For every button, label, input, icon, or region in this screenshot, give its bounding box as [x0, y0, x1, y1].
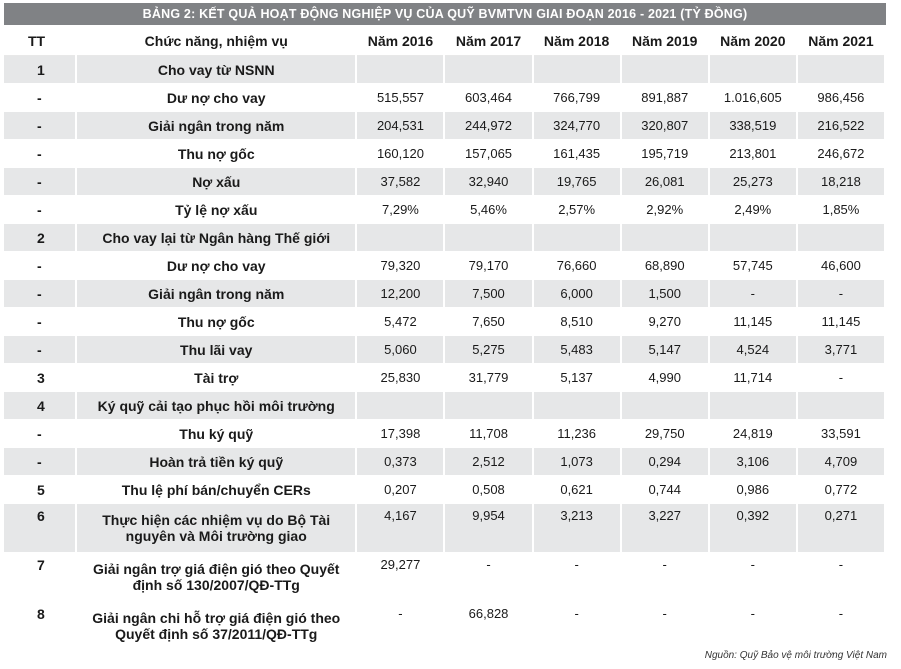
row-function: Giải ngân chi hỗ trợ giá điện gió theo Quyết định số 37/2011/QĐ-TTg [76, 602, 356, 651]
value-cell-2016: 4,167 [356, 504, 444, 553]
value-cell-2016: 7,29% [356, 196, 444, 224]
value-cell-2017: 7,500 [444, 280, 532, 308]
value-cell-2016: 17,398 [356, 420, 444, 448]
value-cell-2021 [797, 56, 885, 84]
value-cell-2021: 0,772 [797, 476, 885, 504]
header-year-2018: Năm 2018 [533, 27, 621, 56]
value-cell-2020: 25,273 [709, 168, 797, 196]
value-cell-2017: 2,512 [444, 448, 532, 476]
value-cell-2016: 29,277 [356, 553, 444, 602]
row-tt: - [4, 420, 76, 448]
row-function: Ký quỹ cải tạo phục hồi môi trường [76, 392, 356, 420]
value-cell-2020: 2,49% [709, 196, 797, 224]
value-cell-2018 [533, 56, 621, 84]
value-cell-2019: 9,270 [621, 308, 709, 336]
value-cell-2020 [709, 56, 797, 84]
value-cell-2017: - [444, 553, 532, 602]
table-row [4, 553, 885, 602]
value-cell-2020: 24,819 [709, 420, 797, 448]
table-row [4, 84, 885, 112]
value-cell-2020 [709, 392, 797, 420]
value-cell-2018 [533, 392, 621, 420]
value-cell-2021: 986,456 [797, 84, 885, 112]
value-cell-2017: 5,275 [444, 336, 532, 364]
header-year-2017: Năm 2017 [444, 27, 532, 56]
row-tt: 3 [4, 364, 76, 392]
table-row [4, 280, 885, 308]
row-tt: - [4, 448, 76, 476]
table-row [4, 224, 885, 252]
value-cell-2020: 11,714 [709, 364, 797, 392]
value-cell-2016: 5,060 [356, 336, 444, 364]
value-cell-2021 [797, 224, 885, 252]
value-cell-2019: 195,719 [621, 140, 709, 168]
value-cell-2017: 11,708 [444, 420, 532, 448]
value-cell-2019: 3,227 [621, 504, 709, 553]
value-cell-2016 [356, 56, 444, 84]
row-tt: - [4, 140, 76, 168]
value-cell-2016: 160,120 [356, 140, 444, 168]
value-cell-2017: 32,940 [444, 168, 532, 196]
row-function: Hoàn trả tiền ký quỹ [76, 448, 356, 476]
value-cell-2019: 2,92% [621, 196, 709, 224]
value-cell-2018: 0,621 [533, 476, 621, 504]
value-cell-2016: 5,472 [356, 308, 444, 336]
header-row [4, 27, 885, 56]
value-cell-2019: 0,294 [621, 448, 709, 476]
table-row [4, 504, 885, 553]
header-year-2021: Năm 2021 [797, 27, 885, 56]
value-cell-2017: 66,828 [444, 602, 532, 651]
row-tt: 5 [4, 476, 76, 504]
value-cell-2018: 2,57% [533, 196, 621, 224]
value-cell-2019: 891,887 [621, 84, 709, 112]
results-table [4, 27, 886, 651]
value-cell-2017 [444, 56, 532, 84]
value-cell-2018: 1,073 [533, 448, 621, 476]
value-cell-2020 [709, 224, 797, 252]
value-cell-2020: 4,524 [709, 336, 797, 364]
value-cell-2018: 324,770 [533, 112, 621, 140]
table-row [4, 420, 885, 448]
value-cell-2018: 5,137 [533, 364, 621, 392]
value-cell-2016 [356, 392, 444, 420]
row-tt: 4 [4, 392, 76, 420]
value-cell-2016: 204,531 [356, 112, 444, 140]
value-cell-2021: - [797, 553, 885, 602]
value-cell-2017 [444, 224, 532, 252]
value-cell-2018: 76,660 [533, 252, 621, 280]
row-tt: - [4, 112, 76, 140]
value-cell-2020: - [709, 280, 797, 308]
value-cell-2019: 0,744 [621, 476, 709, 504]
value-cell-2020: 0,986 [709, 476, 797, 504]
value-cell-2021: - [797, 364, 885, 392]
table-row [4, 308, 885, 336]
source-note: Nguồn: Quỹ Bảo vệ môi trường Việt Nam [704, 650, 887, 661]
value-cell-2016: - [356, 602, 444, 651]
value-cell-2021: 46,600 [797, 252, 885, 280]
value-cell-2016: 0,207 [356, 476, 444, 504]
value-cell-2020: - [709, 602, 797, 651]
table-title: BẢNG 2: KẾT QUẢ HOẠT ĐỘNG NGHIỆP VỤ CỦA QUỸ BVMTVN GIAI ĐOẠN 2016 - 2021 (TỶ ĐỒNG) [4, 3, 886, 25]
value-cell-2017: 244,972 [444, 112, 532, 140]
value-cell-2018: 766,799 [533, 84, 621, 112]
table-row [4, 336, 885, 364]
value-cell-2021: 4,709 [797, 448, 885, 476]
row-tt: - [4, 280, 76, 308]
value-cell-2018: 5,483 [533, 336, 621, 364]
value-cell-2017 [444, 392, 532, 420]
row-function: Thực hiện các nhiệm vụ do Bộ Tài nguyên và Môi trường giao [76, 504, 356, 553]
value-cell-2021: 0,271 [797, 504, 885, 553]
value-cell-2018: 161,435 [533, 140, 621, 168]
value-cell-2021: 11,145 [797, 308, 885, 336]
value-cell-2018: - [533, 553, 621, 602]
value-cell-2020: 338,519 [709, 112, 797, 140]
value-cell-2021: 216,522 [797, 112, 885, 140]
value-cell-2020: 1.016,605 [709, 84, 797, 112]
row-function: Dư nợ cho vay [76, 84, 356, 112]
table-row [4, 364, 885, 392]
value-cell-2018 [533, 224, 621, 252]
table-row [4, 140, 885, 168]
table-row [4, 602, 885, 651]
table-row [4, 112, 885, 140]
value-cell-2021: 1,85% [797, 196, 885, 224]
row-function: Nợ xấu [76, 168, 356, 196]
row-function: Giải ngân trong năm [76, 112, 356, 140]
value-cell-2017: 603,464 [444, 84, 532, 112]
value-cell-2017: 157,065 [444, 140, 532, 168]
value-cell-2021: 33,591 [797, 420, 885, 448]
value-cell-2021: - [797, 602, 885, 651]
table-row [4, 56, 885, 84]
value-cell-2019 [621, 224, 709, 252]
row-tt: - [4, 168, 76, 196]
value-cell-2017: 7,650 [444, 308, 532, 336]
value-cell-2019: 26,081 [621, 168, 709, 196]
value-cell-2021: 3,771 [797, 336, 885, 364]
header-function: Chức năng, nhiệm vụ [76, 27, 356, 56]
table-row [4, 448, 885, 476]
value-cell-2017: 0,508 [444, 476, 532, 504]
row-function: Thu ký quỹ [76, 420, 356, 448]
value-cell-2019 [621, 392, 709, 420]
value-cell-2020: 213,801 [709, 140, 797, 168]
value-cell-2018: 6,000 [533, 280, 621, 308]
row-function: Cho vay lại từ Ngân hàng Thế giới [76, 224, 356, 252]
value-cell-2019: - [621, 553, 709, 602]
row-function: Giải ngân trợ giá điện gió theo Quyết định số 130/2007/QĐ-TTg [76, 553, 356, 602]
row-function: Tỷ lệ nợ xấu [76, 196, 356, 224]
row-tt: - [4, 84, 76, 112]
value-cell-2018: 11,236 [533, 420, 621, 448]
value-cell-2018: 19,765 [533, 168, 621, 196]
value-cell-2020: 3,106 [709, 448, 797, 476]
row-tt: 7 [4, 553, 76, 602]
value-cell-2020: 11,145 [709, 308, 797, 336]
value-cell-2016: 25,830 [356, 364, 444, 392]
value-cell-2016: 0,373 [356, 448, 444, 476]
value-cell-2017: 9,954 [444, 504, 532, 553]
value-cell-2020: 0,392 [709, 504, 797, 553]
value-cell-2016: 79,320 [356, 252, 444, 280]
value-cell-2019: 68,890 [621, 252, 709, 280]
row-function: Thu lệ phí bán/chuyển CERs [76, 476, 356, 504]
row-function: Thu lãi vay [76, 336, 356, 364]
row-tt: - [4, 196, 76, 224]
row-function: Thu nợ gốc [76, 308, 356, 336]
row-function: Thu nợ gốc [76, 140, 356, 168]
value-cell-2018: - [533, 602, 621, 651]
value-cell-2020: 57,745 [709, 252, 797, 280]
value-cell-2016: 37,582 [356, 168, 444, 196]
value-cell-2021: - [797, 280, 885, 308]
row-tt: - [4, 252, 76, 280]
value-cell-2018: 3,213 [533, 504, 621, 553]
table-row [4, 252, 885, 280]
value-cell-2017: 5,46% [444, 196, 532, 224]
value-cell-2019: 29,750 [621, 420, 709, 448]
value-cell-2016: 515,557 [356, 84, 444, 112]
table-row [4, 392, 885, 420]
row-tt: 6 [4, 504, 76, 553]
table-row [4, 476, 885, 504]
value-cell-2017: 31,779 [444, 364, 532, 392]
row-tt: - [4, 336, 76, 364]
table-row [4, 196, 885, 224]
row-tt: 1 [4, 56, 76, 84]
value-cell-2020: - [709, 553, 797, 602]
value-cell-2016: 12,200 [356, 280, 444, 308]
value-cell-2019: - [621, 602, 709, 651]
row-tt: - [4, 308, 76, 336]
header-tt: TT [4, 27, 76, 56]
value-cell-2016 [356, 224, 444, 252]
value-cell-2019: 1,500 [621, 280, 709, 308]
header-year-2016: Năm 2016 [356, 27, 444, 56]
row-tt: 8 [4, 602, 76, 651]
row-function: Giải ngân trong năm [76, 280, 356, 308]
value-cell-2019: 320,807 [621, 112, 709, 140]
row-function: Cho vay từ NSNN [76, 56, 356, 84]
header-year-2020: Năm 2020 [709, 27, 797, 56]
value-cell-2018: 8,510 [533, 308, 621, 336]
value-cell-2017: 79,170 [444, 252, 532, 280]
row-function: Tài trợ [76, 364, 356, 392]
value-cell-2019 [621, 56, 709, 84]
table-row [4, 168, 885, 196]
row-function: Dư nợ cho vay [76, 252, 356, 280]
value-cell-2021: 18,218 [797, 168, 885, 196]
row-tt: 2 [4, 224, 76, 252]
header-year-2019: Năm 2019 [621, 27, 709, 56]
value-cell-2021 [797, 392, 885, 420]
value-cell-2019: 5,147 [621, 336, 709, 364]
value-cell-2019: 4,990 [621, 364, 709, 392]
value-cell-2021: 246,672 [797, 140, 885, 168]
